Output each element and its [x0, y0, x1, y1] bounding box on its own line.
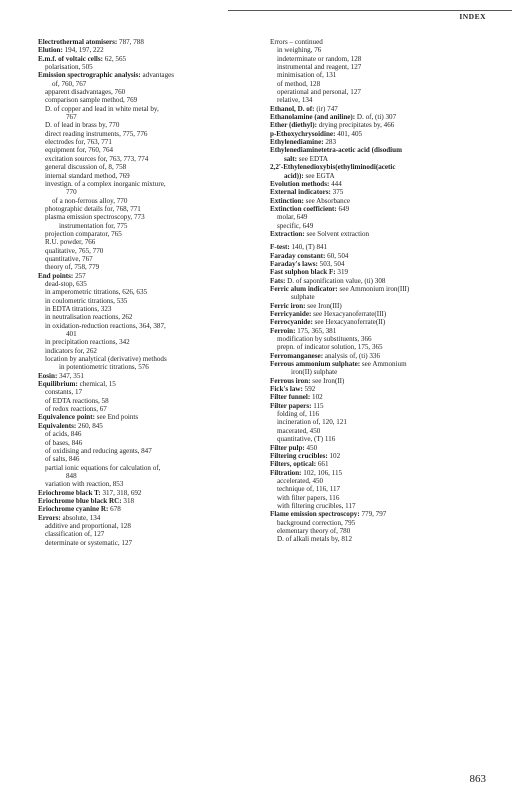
index-locators: in weighing, 76 [277, 46, 322, 55]
index-locators: specific, 649 [277, 221, 314, 230]
index-subentry [38, 347, 256, 355]
index-entry [270, 105, 498, 113]
index-subentry [270, 485, 498, 493]
index-subentry [38, 355, 256, 363]
index-locators: 375 [330, 188, 344, 197]
index-entry [270, 230, 498, 238]
index-entry [270, 360, 498, 368]
index-term: Ferricyanide: [270, 310, 312, 318]
index-locators: 140, (T) 841 [289, 243, 328, 252]
index-locators: of bases, 846 [45, 438, 83, 447]
index-term: Errors: [38, 513, 61, 522]
index-subentry [38, 96, 256, 104]
index-locators: 194, 197, 222 [62, 46, 104, 55]
index-term: Flame emission spectroscopy: [270, 510, 360, 519]
index-subentry [38, 230, 256, 238]
index-locators: Errors – continued [270, 38, 323, 46]
index-locators: comparison sample method, 769 [45, 96, 138, 105]
index-locators: 770 [66, 188, 77, 197]
index-term: Extraction: [270, 229, 305, 238]
index-locators: D. of, (ti) 307 [355, 113, 397, 122]
index-locators: plasma emission spectroscopy, 773 [45, 213, 145, 222]
index-locators: 283 [323, 138, 337, 147]
index-subentry [38, 205, 256, 213]
index-subentry [38, 305, 256, 313]
index-locators: in neutralisation reactions, 262 [45, 313, 133, 322]
index-entry [38, 272, 256, 280]
index-entry [270, 460, 498, 468]
index-locators: direct reading instruments, 775, 776 [45, 129, 148, 138]
index-term: End points: [38, 271, 74, 280]
index-locators: quantitative, (T) 116 [277, 435, 336, 444]
index-entry [38, 38, 256, 46]
index-locators: D. of saponification value, (ti) 308 [285, 276, 386, 285]
index-term: Ethylenediamine: [270, 138, 324, 147]
index-locators: see EDTA [297, 154, 328, 163]
index-locators: 347, 351 [57, 371, 84, 380]
index-locators: accelerated, 450 [277, 476, 324, 485]
index-locators: see End points [94, 413, 139, 422]
index-locators: 62, 565 [103, 54, 127, 63]
index-entry [270, 352, 498, 360]
index-locators: 115 [311, 401, 324, 410]
index-locators: 787, 788 [117, 38, 144, 46]
index-locators: 257 [73, 271, 86, 280]
index-entry [270, 121, 498, 129]
index-term: Eriochrome blue black RC: [38, 496, 122, 505]
index-term: E.m.f. of voltaic cells: [38, 54, 104, 63]
index-subentry [38, 522, 256, 530]
index-locators: quantitative, 767 [45, 254, 93, 263]
index-locators: variation with reaction, 853 [45, 480, 124, 489]
index-entry [38, 422, 256, 430]
index-entry [270, 163, 498, 171]
index-locators: folding of, 116 [277, 410, 320, 419]
index-locators: minimisation of, 131 [277, 71, 337, 80]
index-subentry [38, 63, 256, 71]
index-locators: advantages [140, 71, 175, 80]
index-locators: 401, 405 [335, 129, 363, 138]
index-locators: location by analytical (derivative) methods [45, 355, 167, 364]
index-locators: 444 [329, 179, 342, 188]
index-locators: 102 [310, 393, 323, 402]
index-locators: electrodes for, 763, 771 [45, 138, 112, 147]
index-locators: internal standard method, 769 [45, 171, 130, 180]
index-locators: drying precipitates by, 466 [316, 121, 395, 130]
index-locators: 102 [327, 451, 341, 460]
index-term: Evolution methods: [270, 179, 330, 188]
index-entry [270, 130, 498, 138]
index-subentry [270, 502, 498, 510]
index-locators: instrumental and reagent, 127 [277, 63, 362, 72]
index-subentry [38, 297, 256, 305]
index-locators: indicators for, 262 [45, 346, 97, 355]
index-entry [270, 277, 498, 285]
index-subentry [38, 363, 256, 371]
index-locators: investign. of a complex inorganic mixture, [45, 179, 166, 188]
index-term: salt: [284, 154, 298, 163]
index-term: Extinction coefficient: [270, 204, 337, 213]
index-locators: see Solvent extraction [304, 229, 370, 238]
index-locators: see Hexacyanoferrate(II) [312, 318, 386, 327]
index-locators: classification of, 127 [45, 530, 105, 539]
index-locators: prepn. of indicator solution, 175, 365 [277, 343, 383, 352]
index-entry [38, 372, 256, 380]
index-term: Ethylenediaminetetra-acetic acid (disodium [270, 146, 403, 155]
index-locators: equipment for, 760, 764 [45, 146, 114, 155]
index-term: Electrothermal atomisers: [38, 38, 118, 46]
index-subentry [38, 255, 256, 263]
index-locators: see Ammonium [360, 360, 407, 369]
index-entry [38, 489, 256, 497]
index-locators: of redox reactions, 67 [45, 405, 107, 414]
index-entry [38, 505, 256, 513]
index-locators: with filter papers, 116 [277, 493, 340, 502]
index-locators: D. of alkali metals by, 812 [277, 535, 352, 544]
index-entry [38, 380, 256, 388]
index-subentry [270, 155, 498, 163]
index-subentry [38, 155, 256, 163]
index-subentry [38, 288, 256, 296]
index-entry [38, 514, 256, 522]
index-locators: technique of, 116, 117 [277, 485, 341, 494]
index-subentry [270, 477, 498, 485]
index-term: Ferrocyanide: [270, 318, 313, 327]
index-entry [270, 188, 498, 196]
index-subentry [38, 197, 256, 205]
index-subentry [270, 335, 498, 343]
index-subentry [38, 455, 256, 463]
index-locators: indeterminate or random, 128 [277, 54, 362, 63]
index-locators: 318 [121, 496, 135, 505]
index-locators: partial ionic equations for calculation of, [45, 463, 161, 472]
index-subentry [270, 418, 498, 426]
index-locators: D. of copper and lead in white metal by, [45, 104, 159, 113]
index-subentry [38, 330, 256, 338]
index-term: F-test: [270, 243, 290, 252]
index-locators: 503, 504 [317, 259, 345, 268]
index-locators: 175, 365, 381 [295, 326, 337, 335]
index-locators: see Ammonium iron(III) [337, 284, 410, 293]
index-locators: in amperometric titrations, 626, 635 [45, 288, 148, 297]
index-locators: of a non-ferrous alloy, 770 [52, 196, 128, 205]
index-locators: see Iron(II) [310, 376, 345, 385]
index-locators: in EDTA titrations, 323 [45, 305, 112, 313]
index-term: Fick's law: [270, 385, 303, 394]
index-subentry [38, 313, 256, 321]
index-term: Filter funnel: [270, 393, 311, 402]
index-locators: constants, 17 [45, 388, 83, 397]
header-rule [228, 10, 512, 11]
index-entry [270, 377, 498, 385]
index-locators: 848 [66, 471, 77, 480]
index-term: Faraday constant: [270, 251, 326, 260]
index-entry [270, 385, 498, 393]
index-locators: R.U. powder, 766 [45, 238, 96, 247]
index-subentry [38, 163, 256, 171]
index-subentry [270, 427, 498, 435]
page-number: 863 [469, 773, 486, 785]
index-subentry [38, 113, 256, 121]
index-locators: in potentiometric titrations, 576 [59, 363, 149, 372]
index-term: Ferric iron: [270, 301, 306, 310]
index-subentry [270, 222, 498, 230]
index-locators: see Absorbance [303, 196, 350, 205]
index-locators: of acids, 846 [45, 430, 82, 439]
index-term: Filtration: [270, 468, 302, 477]
index-subentry [270, 80, 498, 88]
index-locators: macerated, 450 [277, 426, 321, 435]
index-locators: 317, 318, 692 [100, 488, 142, 497]
index-locators: instrumentation for, 775 [59, 221, 128, 230]
index-entry [270, 310, 498, 318]
index-locators: dead-stop, 635 [45, 279, 87, 288]
index-entry [38, 71, 256, 79]
index-subentry [38, 397, 256, 405]
index-subentry [38, 263, 256, 271]
index-subentry [270, 71, 498, 79]
index-subentry [38, 105, 256, 113]
index-entry [270, 302, 498, 310]
index-locators: absolute, 134 [60, 513, 101, 522]
index-locators: background correction, 795 [277, 518, 356, 527]
index-subentry [38, 88, 256, 96]
index-entry [270, 452, 498, 460]
index-entry [270, 113, 498, 121]
index-locators: photographic details for, 768, 771 [45, 204, 141, 213]
index-locators: projection comparator, 765 [45, 229, 122, 238]
index-locators: in oxidation-reduction reactions, 364, 387, [45, 321, 166, 330]
index-entry [270, 285, 498, 293]
index-subentry [270, 96, 498, 104]
index-locators: apparent disadvantages, 760 [45, 88, 126, 97]
index-term: Eriochrome black T: [38, 488, 101, 497]
index-locators: D. of lead in brass by, 770 [45, 121, 120, 130]
index-term: Ferrous iron: [270, 376, 311, 385]
index-term: acid)): [284, 171, 304, 180]
index-locators: analysis of, (ti) 336 [323, 351, 380, 360]
index-subentry [38, 447, 256, 455]
index-term: Extinction: [270, 196, 304, 205]
index-locators: relative, 134 [277, 96, 313, 105]
index-locators: operational and personal, 127 [277, 88, 361, 97]
index-term: Filter pulp: [270, 443, 305, 452]
index-term: Ether (diethyl): [270, 121, 317, 130]
index-locators: excitation sources for, 763, 773, 774 [45, 154, 149, 163]
index-term: Equivalence point: [38, 413, 95, 422]
index-column-right [270, 38, 498, 544]
index-locators: additive and proportional, 128 [45, 521, 131, 530]
index-locators: in coulometric titrations, 535 [45, 296, 128, 305]
index-subentry [38, 464, 256, 472]
index-locators: of EDTA reactions, 58 [45, 396, 109, 405]
index-locators: of method, 128 [277, 79, 321, 88]
index-locators: incineration of, 120, 121 [277, 418, 347, 427]
index-locators: in precipitation reactions, 342 [45, 338, 130, 347]
index-subentry [38, 213, 256, 221]
index-subentry [38, 480, 256, 488]
index-term: Faraday's laws: [270, 259, 318, 268]
index-subentry [38, 405, 256, 413]
index-entry [270, 252, 498, 260]
index-subentry [38, 439, 256, 447]
index-locators: 450 [304, 443, 318, 452]
index-subentry [270, 55, 498, 63]
index-subentry [38, 146, 256, 154]
index-term: External indicators: [270, 188, 331, 197]
index-term: Filtering crucibles: [270, 451, 328, 460]
index-column-left [38, 38, 256, 547]
index-locators: of oxidising and reducing agents, 847 [45, 446, 152, 455]
index-subentry [270, 435, 498, 443]
index-entry [270, 180, 498, 188]
index-locators: 401 [66, 330, 77, 339]
index-subentry [38, 388, 256, 396]
index-term: Eriochrome cyanine R: [38, 505, 109, 514]
index-entry [38, 413, 256, 421]
index-locators: elementary theory of, 780 [277, 526, 351, 535]
index-subentry [38, 280, 256, 288]
index-entry [270, 318, 498, 326]
index-subentry [270, 46, 498, 54]
index-locators: general discussion of, 8, 758 [45, 163, 127, 172]
index-subentry [38, 180, 256, 188]
index-term: Filter papers: [270, 401, 312, 410]
index-entry [270, 469, 498, 477]
index-locators: 102, 106, 115 [301, 468, 343, 477]
index-entry [270, 268, 498, 276]
index-locators: see Iron(III) [305, 301, 342, 310]
index-subentry [270, 527, 498, 535]
index-subentry [270, 368, 498, 376]
index-locators: of salts, 846 [45, 455, 80, 464]
index-locators: see Hexacyanoferrate(III) [311, 310, 387, 318]
index-locators: 60, 504 [325, 251, 349, 260]
index-subentry [38, 238, 256, 246]
index-entry [38, 55, 256, 63]
index-subentry [270, 410, 498, 418]
index-locators: iron(II) sulphate [291, 368, 338, 377]
index-term: Equivalents: [38, 421, 77, 430]
index-locators: 319 [335, 268, 349, 277]
index-term: Fats: [270, 276, 286, 285]
index-subentry [38, 247, 256, 255]
index-locators: polarisation, 505 [45, 63, 93, 72]
index-entry [270, 197, 498, 205]
index-locators: 767 [66, 113, 77, 122]
index-term: Eosin: [38, 371, 58, 380]
index-term: Ethanol, D. of: [270, 104, 315, 113]
index-locators: molar, 649 [277, 213, 308, 222]
index-subentry [38, 222, 256, 230]
index-locators: 260, 845 [76, 421, 103, 430]
index-term: Fast sulphon black F: [270, 268, 336, 277]
index-locators: theory of, 758, 779 [45, 263, 100, 272]
index-subentry [270, 172, 498, 180]
index-term: Elution: [38, 46, 63, 55]
index-locators: 592 [302, 385, 316, 394]
index-locators: chemical, 15 [77, 380, 116, 389]
index-subentry [38, 539, 256, 547]
index-subentry [270, 519, 498, 527]
index-term: p-Ethoxychrysoidine: [270, 129, 336, 138]
running-header: INDEX [459, 12, 486, 21]
index-locators: modification by substituents, 366 [277, 335, 372, 344]
index-entry [270, 260, 498, 268]
index-term: Filters, optical: [270, 460, 317, 469]
index-locators: (ir) 747 [314, 104, 338, 113]
index-subentry [270, 213, 498, 221]
index-locators: 661 [316, 460, 329, 469]
index-subentry [38, 472, 256, 480]
index-subentry [270, 88, 498, 96]
index-term: Ferroin: [270, 326, 296, 335]
index-entry [270, 327, 498, 335]
index-term: Ethanolamine (and aniline): [270, 113, 356, 122]
index-subentry [38, 322, 256, 330]
index-subentry [38, 530, 256, 538]
index-entry [270, 393, 498, 401]
index-entry [270, 138, 498, 146]
index-subentry [38, 338, 256, 346]
index-entry [270, 205, 498, 213]
index-subentry [38, 172, 256, 180]
index-subentry [270, 63, 498, 71]
index-subentry [270, 535, 498, 543]
index-entry [270, 402, 498, 410]
index-subentry [270, 494, 498, 502]
index-term: Ferromanganese: [270, 351, 324, 360]
index-entry [38, 497, 256, 505]
index-subentry [38, 121, 256, 129]
index-entry [38, 46, 256, 54]
index-subentry [38, 130, 256, 138]
index-subentry [38, 138, 256, 146]
index-entry [270, 146, 498, 154]
index-locators: qualitative, 765, 770 [45, 246, 104, 255]
index-term: Emission spectrographic analysis: [38, 71, 141, 80]
index-entry [270, 444, 498, 452]
index-subentry [38, 430, 256, 438]
index-locators: of, 760, 767 [52, 79, 87, 88]
index-locators: with filtering crucibles, 117 [277, 501, 356, 510]
index-term: 2,2'-Ethylenedioxybis(ethyliminodi(acetic [270, 163, 396, 172]
index-entry [270, 243, 498, 251]
index-subentry [270, 293, 498, 301]
index-locators: 649 [336, 204, 350, 213]
index-subentry [270, 343, 498, 351]
index-term: Ferric alum indicator: [270, 284, 338, 293]
index-subentry [38, 80, 256, 88]
index-locators: 678 [108, 505, 121, 514]
index-locators: see EGTA [303, 171, 335, 180]
index-term: Equilibrium: [38, 380, 78, 389]
index-subentry [38, 188, 256, 196]
index-term: Ferrous ammonium sulphate: [270, 360, 361, 369]
index-entry [270, 38, 498, 46]
index-locators: 779, 797 [359, 510, 387, 519]
index-locators: determinate or systematic, 127 [45, 538, 133, 547]
index-entry [270, 510, 498, 518]
index-locators: sulphate [291, 293, 315, 302]
